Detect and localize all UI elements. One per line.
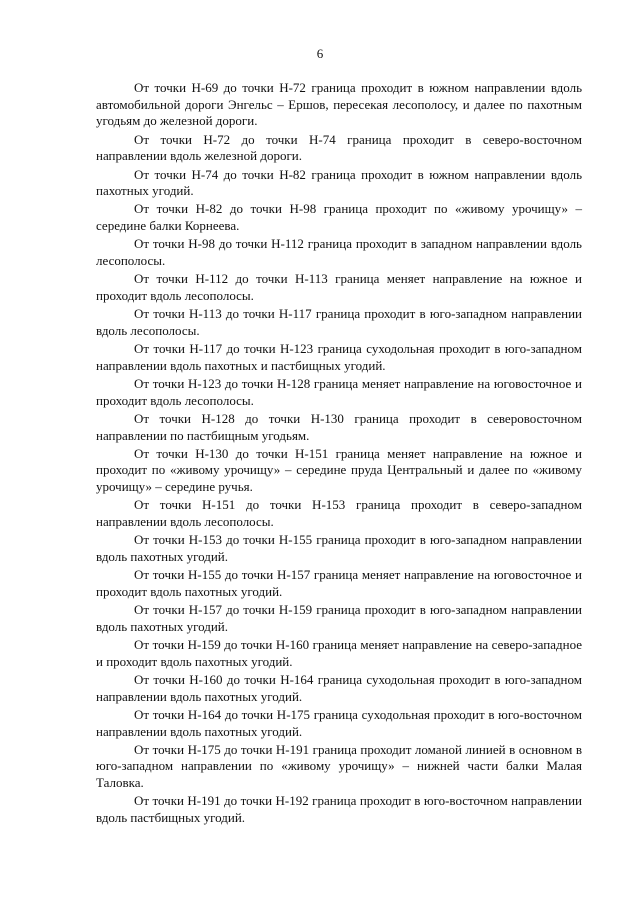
paragraph: От точки Н-153 до точки Н-155 граница проходит в юго-западном направлении вдоль пахотных угодий. <box>96 532 582 564</box>
paragraph: От точки Н-160 до точки Н-164 граница суходольная проходит в юго-западном направлении вдоль пахотных угодий. <box>96 671 582 704</box>
paragraph: От точки Н-74 до точки Н-82 граница проходит в южном направлении вдоль пахотных угодий. <box>96 166 582 199</box>
paragraph: От точки Н-117 до точки Н-123 граница суходольная проходит в юго-западном направлении вдоль пахотных и пастбищных угодий. <box>96 341 582 373</box>
paragraph: От точки Н-155 до точки Н-157 граница меняет направление на юговосточное и проходит вдоль пахотных угодий. <box>96 567 582 599</box>
paragraph: От точки Н-159 до точки Н-160 граница меняет направление на северо-западное и проходит вдоль пахотных угодий. <box>96 637 582 669</box>
paragraph: От точки Н-151 до точки Н-153 граница проходит в северо-западном направлении вдоль лесополосы. <box>96 497 582 530</box>
paragraph: От точки Н-157 до точки Н-159 граница проходит в юго-западном направлении вдоль пахотных угодий. <box>96 602 582 634</box>
paragraph: От точки Н-191 до точки Н-192 граница проходит в юго-восточном направлении вдоль пастбищных угодий. <box>96 793 582 826</box>
paragraph: От точки Н-128 до точки Н-130 граница проходит в северовосточном направлении по пастбищным угодьям. <box>96 410 582 443</box>
page-number: 6 <box>316 46 324 61</box>
paragraph: От точки Н-112 до точки Н-113 граница меняет направление на южное и проходит вдоль лесополосы. <box>96 271 582 303</box>
paragraph: От точки Н-98 до точки Н-112 граница проходит в западном направлении вдоль лесополосы. <box>96 236 582 269</box>
paragraph: От точки Н-123 до точки Н-128 граница меняет направление на юговосточное и проходит вдоль лесополосы. <box>96 375 582 408</box>
paragraph: От точки Н-69 до точки Н-72 граница проходит в южном направлении вдоль автомобильной дороги Энгельс – Ершов, пересекая лесополосу, и далее по пахотным угодьям до железной дороги. <box>96 80 582 129</box>
paragraph: От точки Н-164 до точки Н-175 граница суходольная проходит в юго-восточном направлении вдоль пахотных угодий. <box>96 706 582 739</box>
document-body <box>96 80 582 828</box>
paragraph: От точки Н-82 до точки Н-98 граница проходит по «живому урочищу» – середине балки Корнеева. <box>96 201 582 234</box>
paragraph: От точки Н-175 до точки Н-191 граница проходит ломаной линией в основном в юго-западном направлении по «живому урочищу» – нижней части балки Малая Таловка. <box>96 741 582 791</box>
paragraph: От точки Н-130 до точки Н-151 граница меняет направление на южное и проходит по «живому урочищу» – середине пруда Центральный и далее по «живому урочищу» – середине ручья. <box>96 445 582 495</box>
paragraph: От точки Н-113 до точки Н-117 граница проходит в юго-западном направлении вдоль лесополосы. <box>96 306 582 338</box>
paragraph: От точки Н-72 до точки Н-74 граница проходит в северо-восточном направлении вдоль железной дороги. <box>96 131 582 164</box>
